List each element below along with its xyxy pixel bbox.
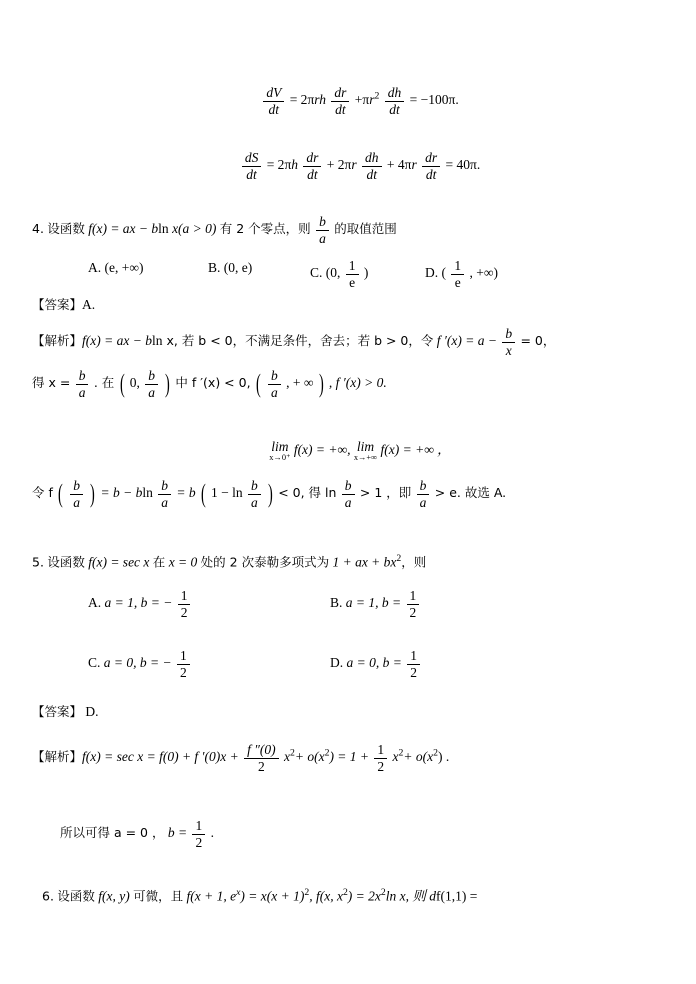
- q5-c-frac: $\frac{1}{2}$: [177, 648, 190, 680]
- question-5: 5. 设函数 f(x) = sec x 在 x = 0 处的 2 次泰勒多项式为 1 + ax + $bx^2$，则: [32, 553, 427, 570]
- limit-1: lim x→0⁺: [269, 439, 291, 462]
- left-paren-4: (: [200, 478, 206, 508]
- analysis5-b-value-frac: $\frac{1}{2}$: [192, 818, 205, 850]
- q5-option-b[interactable]: B. a = 1, b = $\frac{1}{2}$: [330, 588, 421, 620]
- question-6: 6. 设函数 f(x, y) 可微，且 f(x + 1, $e^x) = x(x + 1)^2$, f(x, $x^2) = 2x^2\ln$ x, 则 df(1,1) =: [42, 887, 478, 904]
- q5-a-frac: $\frac{1}{2}$: [178, 588, 191, 620]
- analysis-4-label: 【解析】: [32, 333, 83, 349]
- left-paren-1: (: [119, 368, 125, 398]
- question-4: 4. 设函数 f(x) = ax − bln x(a > 0) 有 2 个零点，则 $\frac{b}{a}$ 的取值范围: [32, 214, 397, 246]
- analysis-4-line2: 得 x = $\frac{b}{a}$ . 在 ( 0, $\frac{b}{a}$ ) 中 f ′(x) < 0, ( $\frac{b}{a}$ , + ∞ ) , f ′(x) > 0.: [32, 368, 387, 400]
- analysis4-ln-frac2: $\frac{b}{a}$: [248, 478, 261, 510]
- q4-c-frac: $\frac{1}{e}$: [346, 258, 359, 290]
- left-paren-3: (: [58, 478, 63, 508]
- answer-5-value: D.: [85, 704, 99, 719]
- dr-dt-fraction-3: $\frac{dr}{dt}$: [422, 150, 440, 182]
- answer-5: [32, 702, 99, 722]
- analysis4-ln-frac4: $\frac{b}{a}$: [417, 478, 430, 510]
- q4-option-c[interactable]: C. (0, $\frac{1}{e}$ ): [310, 258, 369, 290]
- answer-5-label: 【答案】: [32, 704, 83, 719]
- analysis-5-label: 【解析】: [32, 749, 83, 765]
- q4-number: 4: [32, 221, 40, 237]
- q5-option-d[interactable]: D. a = 0, b = $\frac{1}{2}$: [330, 648, 422, 680]
- dr-dt-fraction-2: $\frac{dr}{dt}$: [303, 150, 321, 182]
- right-paren-4: ): [268, 478, 273, 508]
- q4-d-frac: $\frac{1}{e}$: [451, 258, 464, 290]
- equation-ds-dt: $\frac{dS}{dt}$ = 2πh $\frac{dr}{dt}$ + 2πr $\frac{dh}{dt}$ + 4πr $\frac{dr}{dt}$ = 40π.: [130, 150, 590, 182]
- limit-2: lim x→+∞: [353, 439, 378, 462]
- answer-4-label: 【答案】: [32, 297, 83, 312]
- ds-dt-fraction: $\frac{dS}{dt}$: [242, 150, 262, 182]
- dv-dt-fraction: $\frac{dV}{dt}$: [263, 85, 284, 117]
- right-paren-3: ): [90, 478, 96, 508]
- equation-dv-dt: $\frac{dV}{dt}$ = 2πrh $\frac{dr}{dt}$ $+\pi r^2$ $\frac{dh}{dt}$ = −100π.: [150, 85, 570, 117]
- right-paren-1: ): [165, 368, 171, 398]
- q5-b-frac: $\frac{1}{2}$: [407, 588, 420, 620]
- q4-b-over-a: $\frac{b}{a}$: [316, 214, 329, 246]
- analysis-4-limits: lim x→0⁺ f(x) = +∞, lim x→+∞ f(x) = +∞ ，: [269, 439, 451, 462]
- analysis-5: 【解析】f(x) = sec x = f(0) + f ′(0)x + $\frac{f ''(0)}{2}$ $x^2+ o(x^2) = 1$ + $\frac{1}{2}$ $x^2+ o(x^2)$ .: [32, 742, 450, 774]
- answer-4-value: A.: [82, 297, 96, 312]
- analysis-5-conclusion: 所以可得 a = 0 ， b = $\frac{1}{2}$ .: [60, 818, 214, 850]
- q5-number: 5: [32, 554, 40, 570]
- q6-number: 6: [42, 888, 50, 904]
- q5-d-frac: $\frac{1}{2}$: [407, 648, 420, 680]
- analysis4-ln-frac3: $\frac{b}{a}$: [342, 478, 355, 510]
- dr-dt-fraction-1: $\frac{dr}{dt}$: [331, 85, 349, 117]
- analysis4-ln-frac: $\frac{b}{a}$: [158, 478, 171, 510]
- q4-option-b[interactable]: B. (0, e): [208, 260, 253, 275]
- q4-option-d[interactable]: D. ( $\frac{1}{e}$ , +∞): [425, 258, 498, 290]
- q5-option-c[interactable]: C. a = 0, b = − $\frac{1}{2}$: [88, 648, 192, 680]
- q4-option-a[interactable]: A. (e, +∞): [88, 260, 144, 275]
- eq1-term1: = 2: [289, 92, 308, 108]
- answer-4: [32, 295, 95, 315]
- analysis4-f-arg-frac: $\frac{b}{a}$: [70, 478, 83, 510]
- analysis-4-line1: 【解析】f(x) = ax − bln x, 若 b < 0，不满足条件，舍去；若 b > 0，令 f ′(x) = a − $\frac{b}{x}$ = 0，: [32, 326, 556, 358]
- analysis4-interval2-frac: $\frac{b}{a}$: [268, 368, 281, 400]
- analysis4-b-over-x: $\frac{b}{x}$: [502, 326, 515, 358]
- analysis-4-line4: 令 f ( $\frac{b}{a}$ ) = b − bln $\frac{b}{a}$ = b ( 1 − ln $\frac{b}{a}$ ) < 0, 得 ln $\frac{b}{a}$ > 1 ，即 $\frac{b}{a}$ > e. 故选 A.: [32, 478, 507, 510]
- analysis4-x-eq-b-over-a: $\frac{b}{a}$: [76, 368, 89, 400]
- right-paren-2: ): [318, 368, 324, 398]
- dh-dt-fraction-1: $\frac{dh}{dt}$: [385, 85, 405, 117]
- dh-dt-fraction-2: $\frac{dh}{dt}$: [362, 150, 382, 182]
- analysis4-interval1-frac: $\frac{b}{a}$: [145, 368, 158, 400]
- analysis5-second-deriv-frac: $\frac{f ''(0)}{2}$: [244, 742, 279, 774]
- analysis5-half-frac: $\frac{1}{2}$: [374, 742, 387, 774]
- q5-option-a[interactable]: A. a = 1, b = − $\frac{1}{2}$: [88, 588, 192, 620]
- left-paren-2: (: [255, 368, 261, 398]
